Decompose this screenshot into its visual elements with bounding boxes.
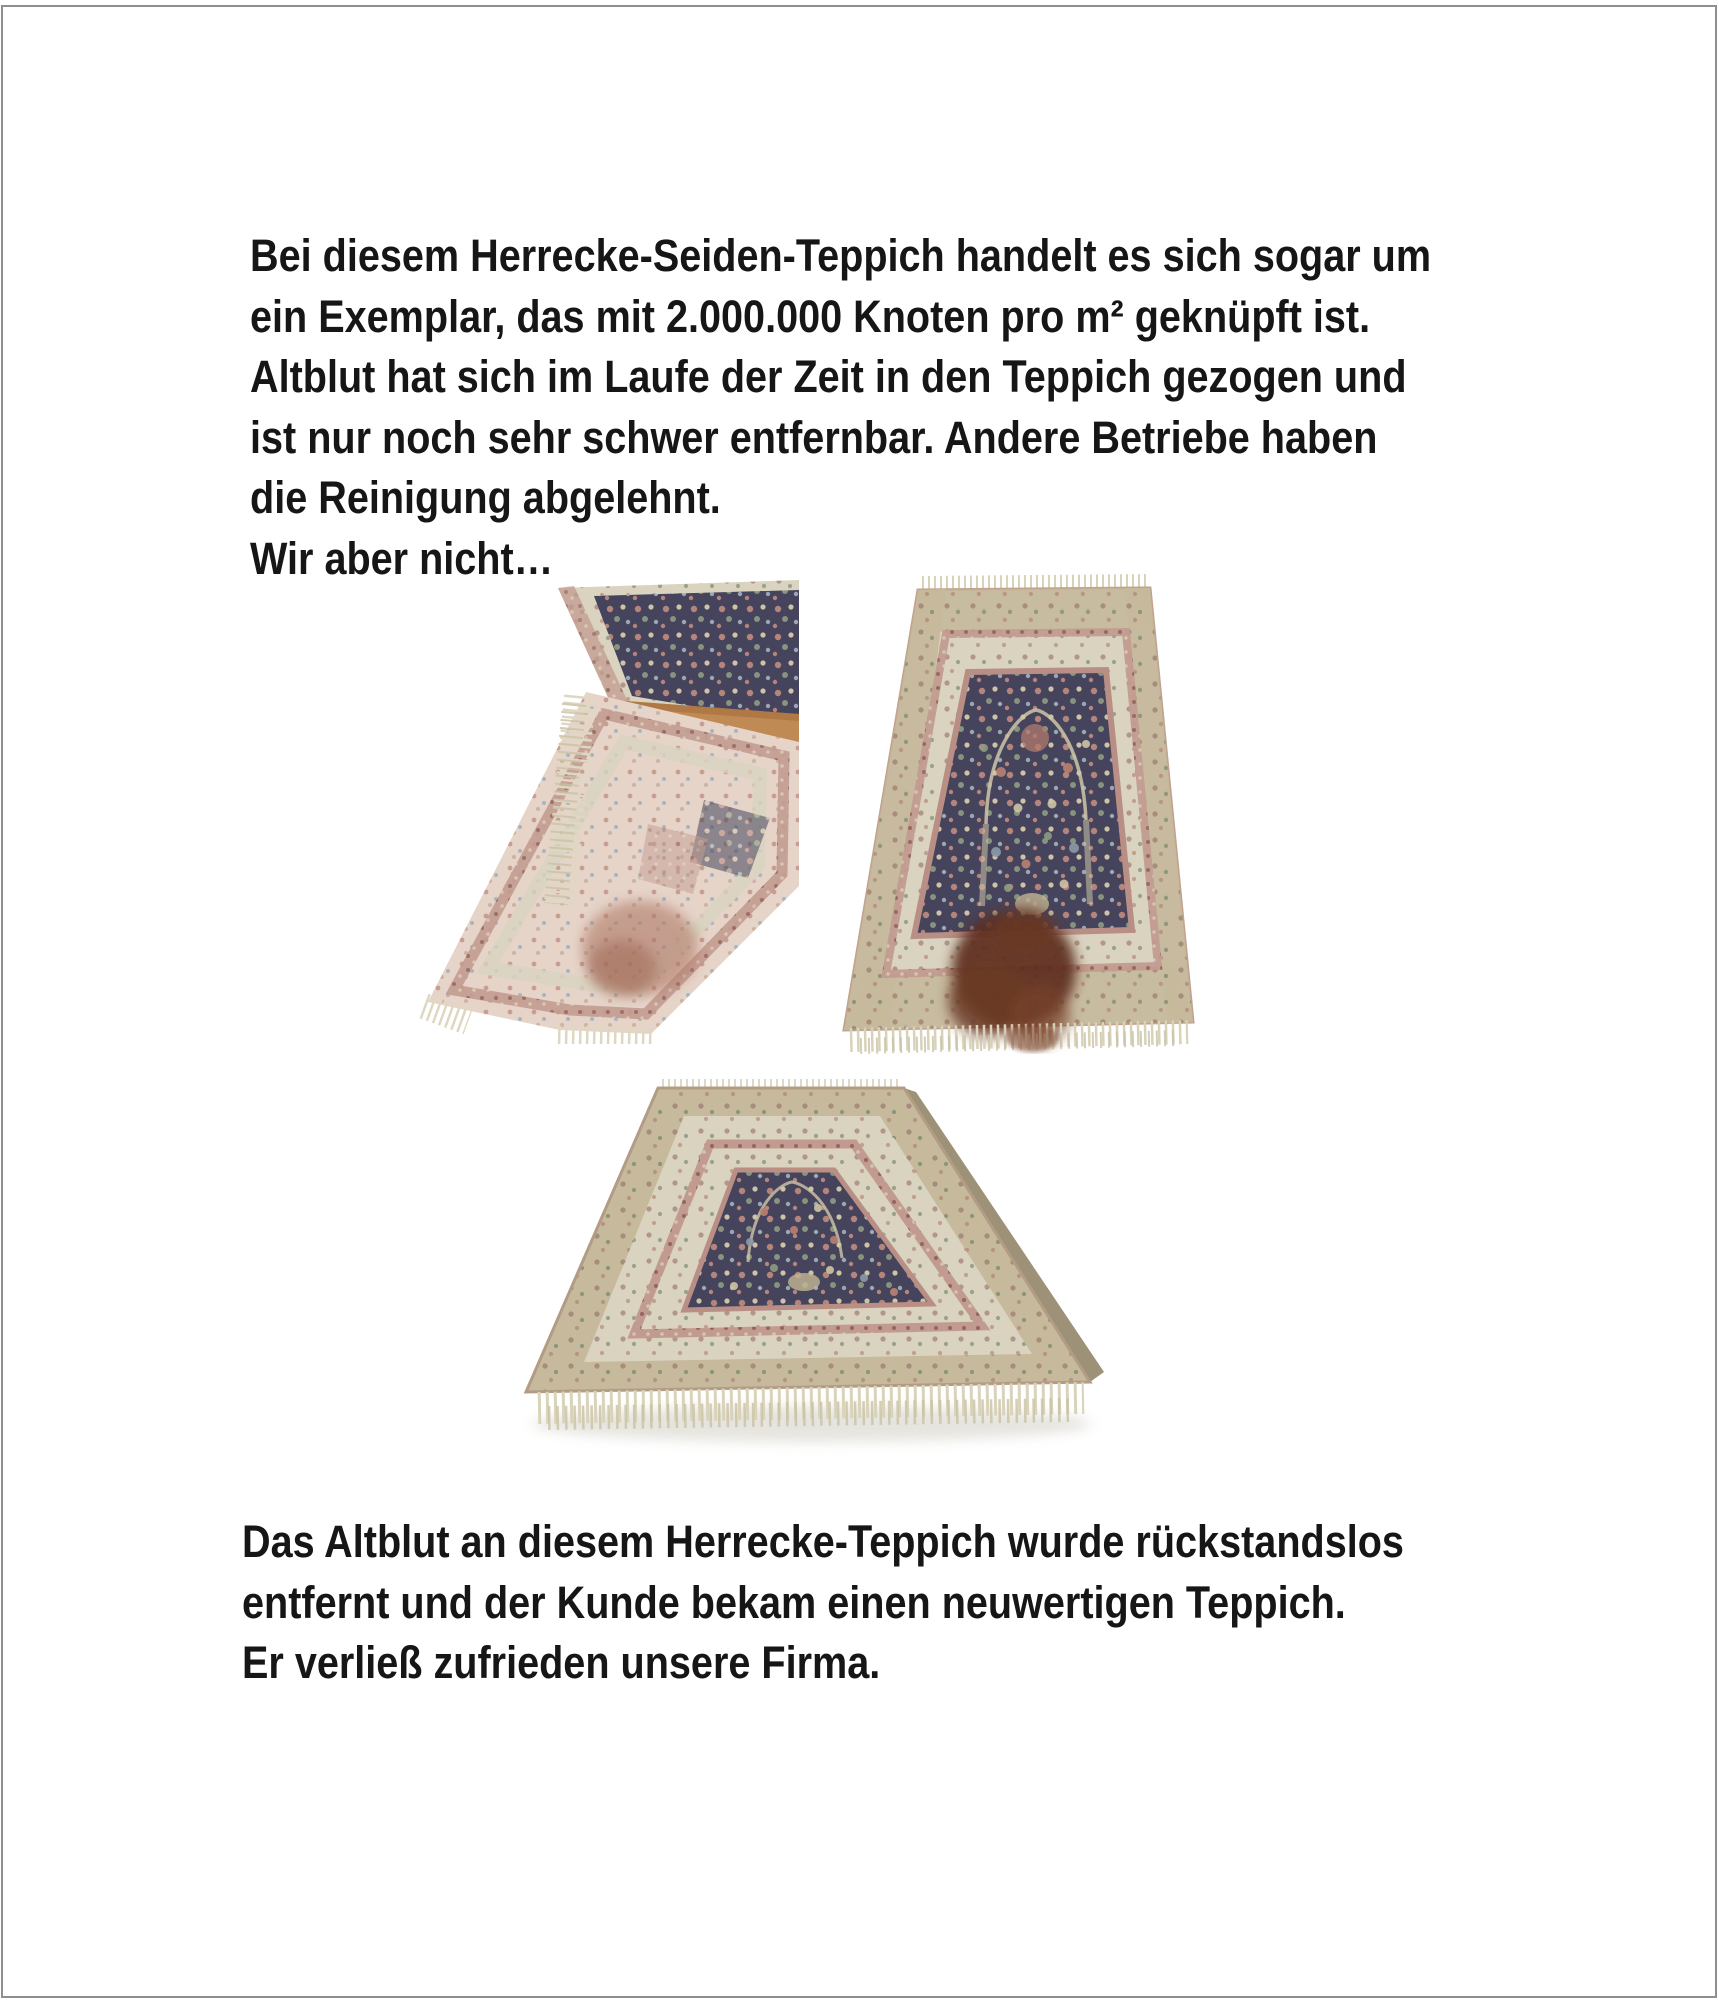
outro-line: Er verließ zufrieden unsere Firma. — [242, 1637, 881, 1688]
intro-line: Wir aber nicht… — [250, 532, 554, 584]
carpet-photo-cleaned — [512, 1072, 1112, 1464]
carpet-photo-with-stain — [836, 572, 1198, 1054]
intro-line: ist nur noch sehr schwer entfernbar. Andere Betriebe haben — [250, 411, 1378, 463]
outro-paragraph — [242, 1512, 1404, 1694]
intro-paragraph — [250, 226, 1431, 589]
intro-line: ein Exemplar, das mit 2.000.000 Knoten pro m² geknüpft ist. — [250, 290, 1371, 342]
outro-line: entfernt und der Kunde bekam einen neuwertigen Teppich. — [242, 1576, 1346, 1628]
intro-line: Altblut hat sich im Laufe der Zeit in den Teppich gezogen und — [250, 351, 1407, 402]
cleaned-carpet-drawing — [512, 1072, 1112, 1464]
outro-line: Das Altblut an diesem Herrecke-Teppich wurde rückstandslos — [242, 1516, 1404, 1567]
carpet-photo-folded-corner — [408, 574, 800, 1044]
stained-carpet-drawing — [836, 572, 1198, 1054]
intro-line: Bei diesem Herrecke-Seiden-Teppich handelt es sich sogar um — [250, 230, 1432, 281]
intro-line: die Reinigung abgelehnt. — [250, 472, 721, 523]
folded-carpet-drawing — [408, 574, 800, 1044]
